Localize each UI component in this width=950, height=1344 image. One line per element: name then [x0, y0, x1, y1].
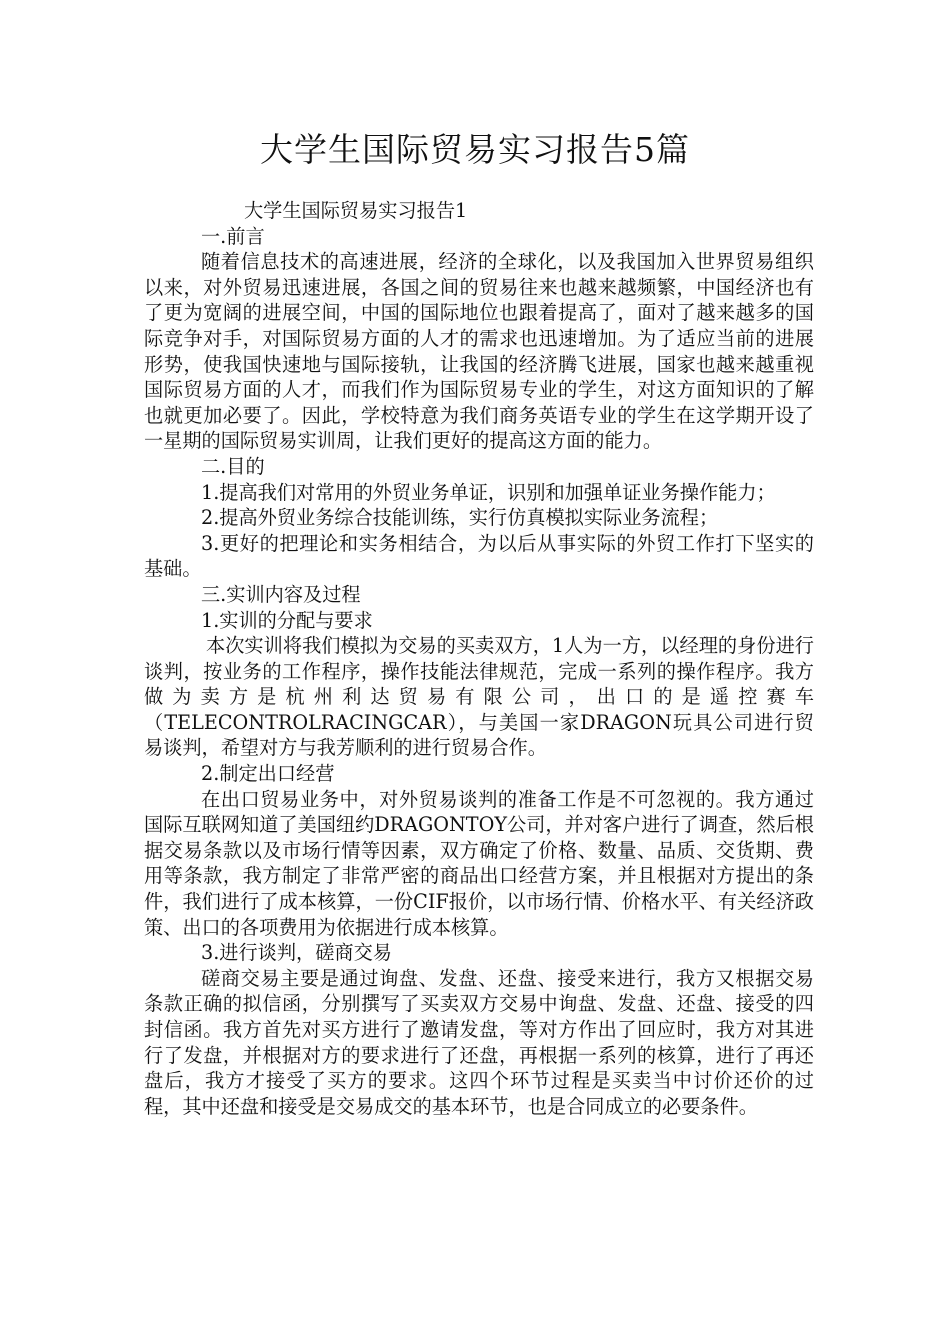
paragraph: 二.目的 [201, 454, 265, 478]
paragraph: 一.前言 [201, 224, 265, 248]
paragraph: 3.进行谈判，磋商交易 [201, 941, 392, 965]
paragraph: 2.制定出口经营 [201, 762, 335, 786]
document-body [144, 198, 814, 1119]
paragraph: 三.实训内容及过程 [201, 582, 361, 606]
paragraph: 1.实训的分配与要求 [201, 608, 373, 632]
paragraph: 本次实训将我们模拟为交易的买卖双方，1人为一方，以经理的身份进行谈判，按业务的工作程序，操作技能法律规范，完成一系列的操作程序。我方做为卖方是杭州利达贸易有限公司，出口的是遥控赛车（TELECONTROLRACINGCAR），与美国一家DRAGON玩具公司进行贸易谈判，希望对方与我芳顺利的进行贸易合作。 [144, 634, 814, 760]
paragraph: 随着信息技术的高速进展，经济的全球化，以及我国加入世界贸易组织以来，对外贸易迅速进展，各国之间的贸易往来也越来越频繁，中国经济也有了更为宽阔的进展空间，中国的国际地位也跟着提高了，面对了越来越多的国际竞争对手，对国际贸易方面的人才的需求也迅速增加。为了适应当前的进展形势，使我国快速地与国际接轨，让我国的经济腾飞进展，国家也越来越重视国际贸易方面的人才，而我们作为国际贸易专业的学生，对这方面知识的了解也就更加必要了。因此，学校特意为我们商务英语专业的学生在这学期开设了一星期的国际贸易实训周，让我们更好的提高这方面的能力。 [144, 250, 814, 453]
document-title: 大学生国际贸易实习报告5篇 [260, 130, 690, 169]
paragraph: 2.提高外贸业务综合技能训练，实行仿真模拟实际业务流程； [201, 506, 719, 530]
report-subtitle: 大学生国际贸易实习报告1 [244, 199, 468, 222]
paragraph: 在出口贸易业务中，对外贸易谈判的准备工作是不可忽视的。我方通过国际互联网知道了美国纽约DRAGONTOY公司，并对客户进行了调查，然后根据交易条款以及市场行情等因素，双方确定了价格、数量、品质、交货期、费用等条款，我方制定了非常严密的商品出口经营方案，并且根据对方提出的条件，我们进行了成本核算，一份CIF报价，以市场行情、价格水平、有关经济政策、出口的各项费用为依据进行成本核算。 [144, 787, 814, 939]
paragraph: 1.提高我们对常用的外贸业务单证，识别和加强单证业务操作能力； [201, 480, 776, 504]
paragraph: 磋商交易主要是通过询盘、发盘、还盘、接受来进行，我方又根据交易条款正确的拟信函，分别撰写了买卖双方交易中询盘、发盘、还盘、接受的四封信函。我方首先对买方进行了邀请发盘，等对方作出了回应时，我方对其进行了发盘，并根据对方的要求进行了还盘，再根据一系列的核算，进行了再还盘后，我方才接受了买方的要求。这四个环节过程是买卖当中讨价还价的过程，其中还盘和接受是交易成交的基本环节，也是合同成立的必要条件。 [144, 966, 814, 1118]
paragraph-list [144, 224, 814, 1120]
paragraph: 3.更好的把理论和实务相结合，为以后从事实际的外贸工作打下坚实的基础。 [144, 531, 814, 581]
